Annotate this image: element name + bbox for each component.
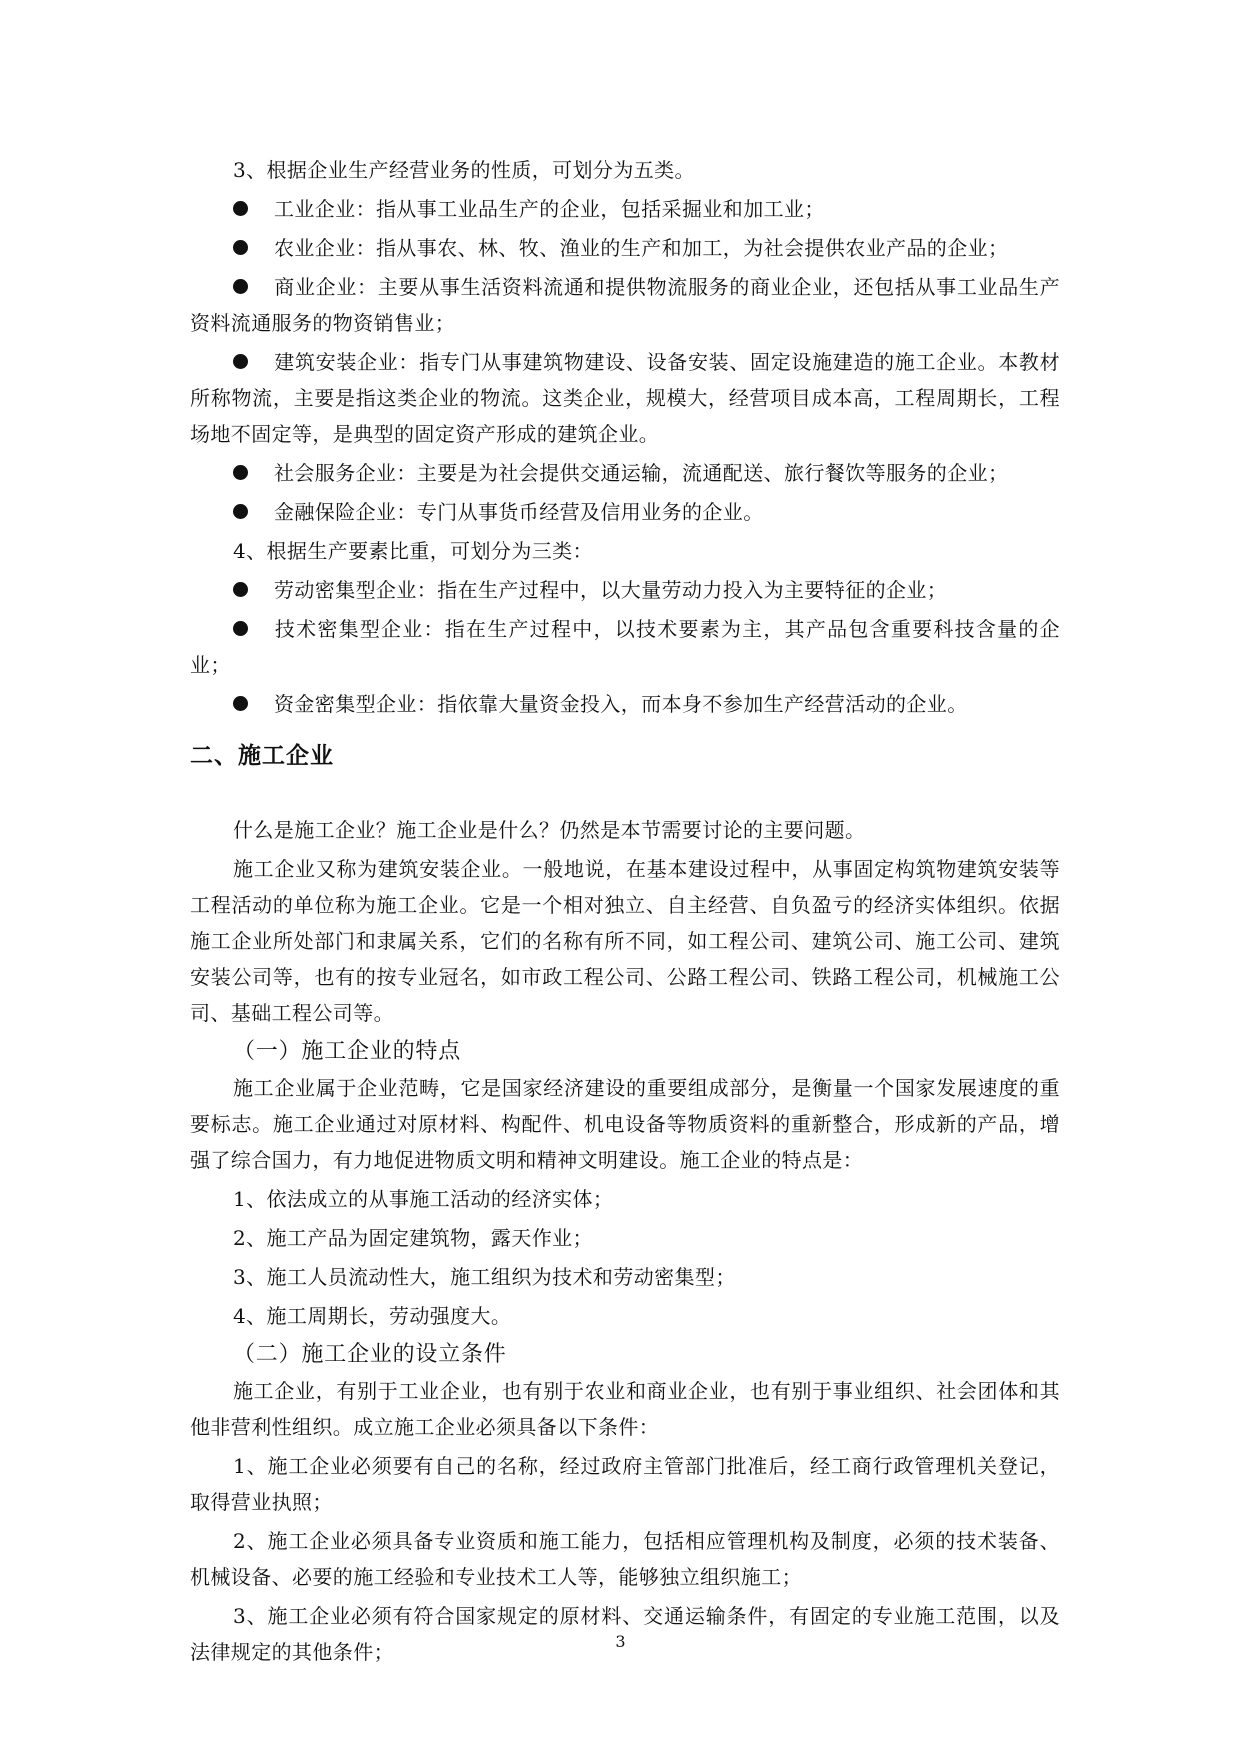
bullet-industrial: [190, 191, 1060, 227]
bullet-text: 商业企业：主要从事生活资料流通和提供物流服务的商业企业，还包括从事工业品生产资料流通服务的物资销售业；: [190, 275, 1060, 335]
bullet-social-service: [190, 455, 1060, 491]
bullet-dot-icon: [233, 621, 248, 636]
para-what-is: 什么是施工企业？施工企业是什么？仍然是本节需要讨论的主要问题。: [233, 818, 866, 842]
bullet-text: 社会服务企业：主要是为社会提供交通运输，流通配送、旅行餐饮等服务的企业；: [274, 461, 1009, 485]
characteristic-1: 1、依法成立的从事施工活动的经济实体；: [233, 1187, 614, 1211]
bullet-commercial: [190, 269, 1060, 341]
bullet-capital-intensive: [190, 686, 1060, 722]
bullet-text: 工业企业：指从事工业品生产的企业，包括采掘业和加工业；: [274, 197, 825, 221]
section-heading-construction-enterprise: 二、施工企业: [190, 743, 334, 769]
bullet-dot-icon: [233, 240, 248, 255]
bullet-text: 劳动密集型企业：指在生产过程中，以大量劳动力投入为主要特征的企业；: [274, 578, 948, 602]
bullet-text: 技术密集型企业：指在生产过程中，以技术要素为主，其产品包含重要科技含量的企业；: [190, 617, 1060, 677]
bullet-dot-icon: [233, 201, 248, 216]
bullet-tech-intensive: [190, 611, 1060, 683]
classification-3-intro: 3、根据企业生产经营业务的性质，可划分为五类。: [233, 158, 695, 182]
para-definition: 施工企业又称为建筑安装企业。一般地说，在基本建设过程中，从事固定构筑物建筑安装等工程活动的单位称为施工企业。它是一个相对独立、自主经营、自负盈亏的经济实体组织。依据施工企业所处部门和隶属关系，它们的名称有所不同，如工程公司、建筑公司、施工公司、建筑安装公司等，也有的按专业冠名，如市政工程公司、公路工程公司、铁路工程公司，机械施工公司、基础工程公司等。: [190, 857, 1060, 1025]
bullet-dot-icon: [233, 504, 248, 519]
bullet-text: 建筑安装企业：指专门从事建筑物建设、设备安装、固定设施建造的施工企业。本教材所称物流，主要是指这类企业的物流。这类企业，规模大，经营项目成本高，工程周期长，工程场地不固定等，是典型的固定资产形成的建筑企业。: [190, 350, 1060, 446]
bullet-dot-icon: [233, 279, 248, 294]
subheading-characteristics: （一）施工企业的特点: [233, 1039, 462, 1064]
bullet-text: 农业企业：指从事农、林、牧、渔业的生产和加工，为社会提供农业产品的企业；: [274, 236, 1009, 260]
para-characteristics: 施工企业属于企业范畴，它是国家经济建设的重要组成部分，是衡量一个国家发展速度的重要标志。施工企业通过对原材料、构配件、机电设备等物质资料的重新整合，形成新的产品，增强了综合国力，有力地促进物质文明和精神文明建设。施工企业的特点是：: [190, 1076, 1060, 1172]
bullet-text: 金融保险企业：专门从事货币经营及信用业务的企业。: [274, 500, 764, 524]
bullet-dot-icon: [233, 354, 248, 369]
characteristic-3: 3、施工人员流动性大，施工组织为技术和劳动密集型；: [233, 1265, 736, 1289]
condition-3: 3、施工企业必须有符合国家规定的原材料、交通运输条件，有固定的专业施工范围，以及法律规定的其他条件；: [190, 1604, 1060, 1664]
characteristic-2: 2、施工产品为固定建筑物，露天作业；: [233, 1226, 593, 1250]
bullet-dot-icon: [233, 582, 248, 597]
page-number: 3: [615, 1632, 626, 1651]
condition-2: 2、施工企业必须具备专业资质和施工能力，包括相应管理机构及制度，必须的技术装备、机械设备、必要的施工经验和专业技术工人等，能够独立组织施工；: [190, 1529, 1060, 1589]
condition-1: 1、施工企业必须要有自己的名称，经过政府主管部门批准后，经工商行政管理机关登记，取得营业执照；: [190, 1454, 1060, 1514]
para-conditions-intro: 施工企业，有别于工业企业，也有别于农业和商业企业，也有别于事业组织、社会团体和其他非营利性组织。成立施工企业必须具备以下条件：: [190, 1379, 1060, 1439]
characteristic-4: 4、施工周期长，劳动强度大。: [233, 1304, 512, 1328]
subheading-conditions: （二）施工企业的设立条件: [233, 1342, 507, 1367]
bullet-dot-icon: [233, 696, 248, 711]
bullet-dot-icon: [233, 465, 248, 480]
bullet-construction-install: [190, 344, 1060, 452]
classification-4-intro: 4、根据生产要素比重，可划分为三类：: [233, 539, 593, 563]
bullet-text: 资金密集型企业：指依靠大量资金投入，而本身不参加生产经营活动的企业。: [274, 692, 968, 716]
bullet-labor-intensive: [190, 572, 1060, 608]
bullet-financial: [190, 494, 1060, 530]
page-content: [190, 152, 1060, 1673]
bullet-agricultural: [190, 230, 1060, 266]
